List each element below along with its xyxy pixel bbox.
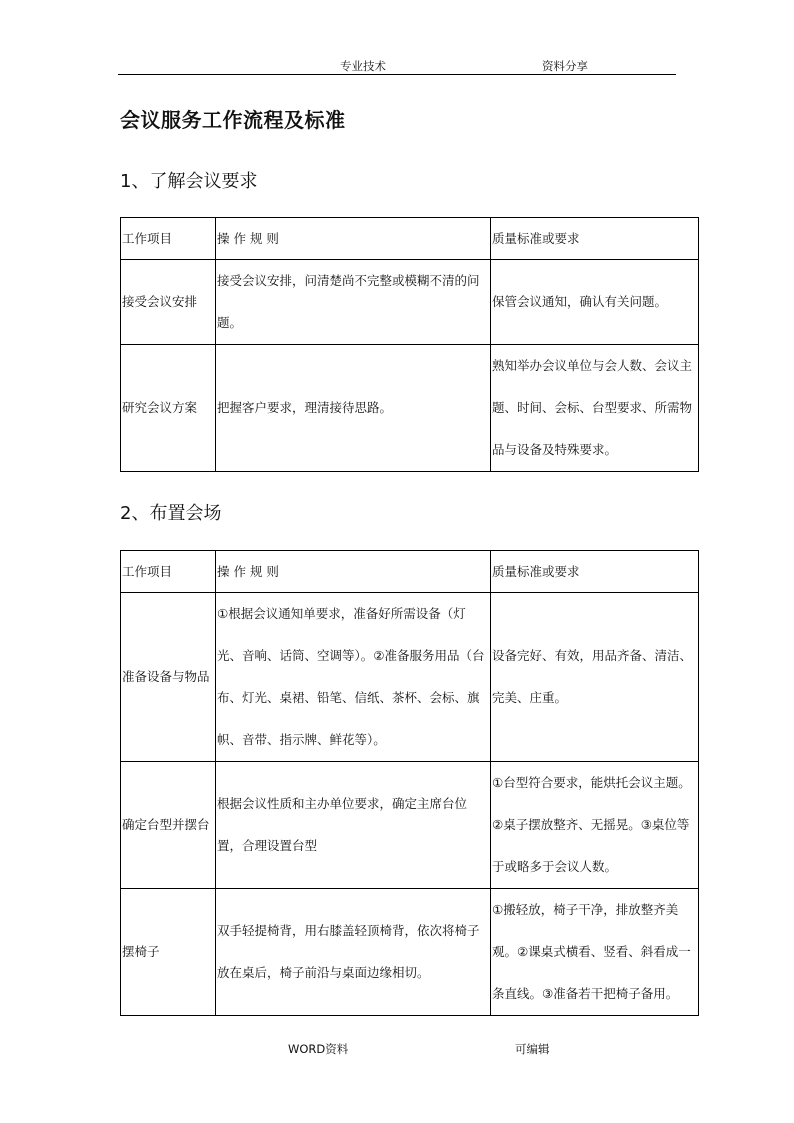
document-title: 会议服务工作流程及标准 bbox=[120, 108, 346, 132]
page-header bbox=[118, 56, 676, 75]
footer-right-text: 可编辑 bbox=[515, 1042, 550, 1056]
column-header-standard: 质量标准或要求 bbox=[491, 551, 699, 593]
table-row bbox=[121, 593, 699, 762]
table-row bbox=[121, 762, 699, 889]
requirements-table-2 bbox=[120, 550, 699, 1016]
cell-item: 研究会议方案 bbox=[121, 345, 216, 472]
section-heading-1: 1、了解会议要求 bbox=[120, 171, 258, 192]
cell-rules: ①根据会议通知单要求，准备好所需设备（灯光、音响、话筒、空调等）。②准备服务用品（台布、灯光、桌裙、铅笔、信纸、茶杯、会标、旗帜、音带、指示牌、鲜花等）。 bbox=[216, 593, 491, 762]
cell-item: 准备设备与物品 bbox=[121, 593, 216, 762]
cell-standard: 保管会议通知，确认有关问题。 bbox=[491, 260, 699, 345]
column-header-item: 工作项目 bbox=[121, 551, 216, 593]
cell-standard: 设备完好、有效，用品齐备、清洁、完美、庄重。 bbox=[491, 593, 699, 762]
cell-item: 摆椅子 bbox=[121, 889, 216, 1016]
cell-standard: ①台型符合要求，能烘托会议主题。②桌子摆放整齐、无摇晃。③桌位等于或略多于会议人数。 bbox=[491, 762, 699, 889]
table-row bbox=[121, 889, 699, 1016]
column-header-standard: 质量标准或要求 bbox=[491, 218, 699, 260]
cell-rules: 把握客户要求，理清接待思路。 bbox=[216, 345, 491, 472]
cell-rules: 双手轻提椅背，用右膝盖轻顶椅背，依次将椅子放在桌后，椅子前沿与桌面边缘相切。 bbox=[216, 889, 491, 1016]
requirements-table-1 bbox=[120, 217, 699, 472]
footer-left-text: WORD资料 bbox=[288, 1042, 349, 1056]
cell-standard: 熟知举办会议单位与会人数、会议主题、时间、会标、台型要求、所需物品与设备及特殊要求。 bbox=[491, 345, 699, 472]
column-header-item: 工作项目 bbox=[121, 218, 216, 260]
column-header-rules: 操 作 规 则 bbox=[216, 551, 491, 593]
cell-rules: 根据会议性质和主办单位要求，确定主席台位置，合理设置台型 bbox=[216, 762, 491, 889]
header-right-text: 资料分享 bbox=[542, 59, 588, 73]
cell-rules: 接受会议安排，问清楚尚不完整或模糊不清的问题。 bbox=[216, 260, 491, 345]
section-heading-2: 2、布置会场 bbox=[120, 503, 222, 524]
table-header-row bbox=[121, 551, 699, 593]
table-row bbox=[121, 260, 699, 345]
column-header-rules: 操 作 规 则 bbox=[216, 218, 491, 260]
table-row bbox=[121, 345, 699, 472]
table-header-row bbox=[121, 218, 699, 260]
cell-item: 确定台型并摆台 bbox=[121, 762, 216, 889]
cell-standard: ①搬轻放，椅子干净，排放整齐美观。②课桌式横看、竖看、斜看成一条直线。③准备若干把椅子备用。 bbox=[491, 889, 699, 1016]
cell-item: 接受会议安排 bbox=[121, 260, 216, 345]
header-left-text: 专业技术 bbox=[340, 59, 386, 73]
